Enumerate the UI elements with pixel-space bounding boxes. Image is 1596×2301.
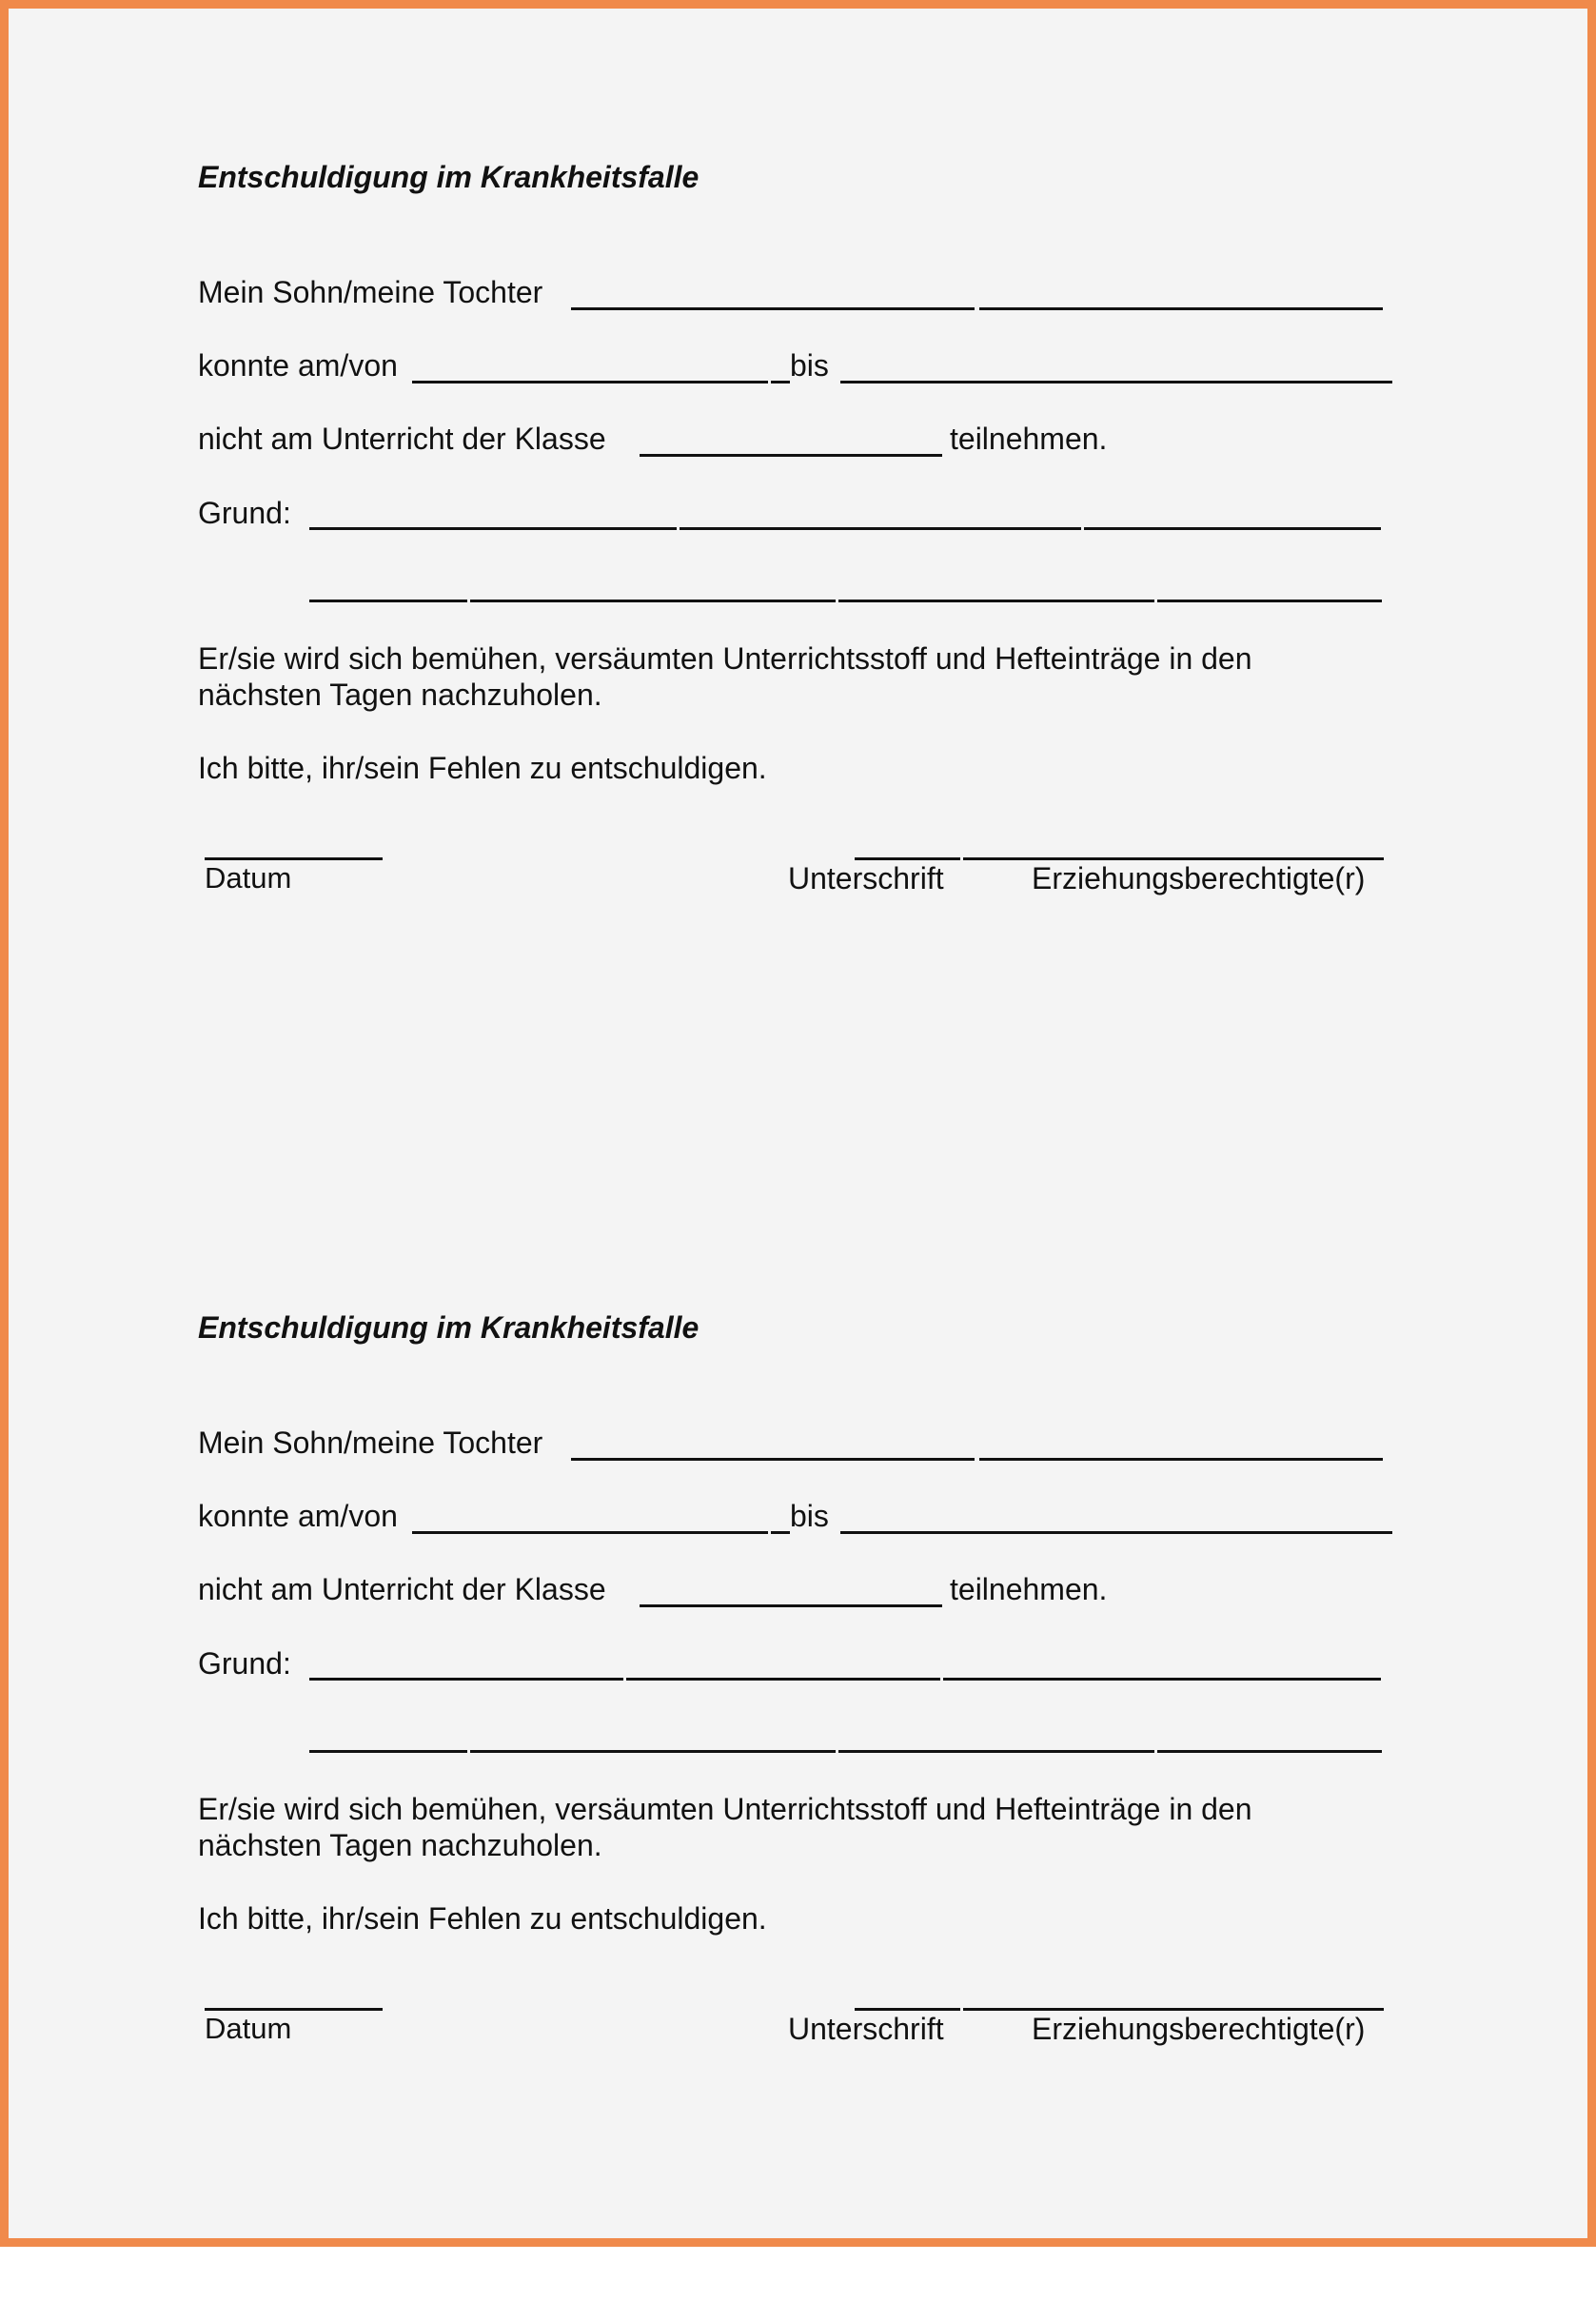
date-label: Datum: [205, 2012, 292, 2045]
from-date-label: konnte am/von: [198, 348, 398, 383]
child-name-line-1[interactable]: [571, 1458, 975, 1461]
participate-label: teilnehmen.: [950, 1572, 1108, 1606]
child-name-line-2[interactable]: [979, 1458, 1383, 1461]
reason-line-2c[interactable]: [838, 1750, 1154, 1753]
participate-label: teilnehmen.: [950, 422, 1108, 456]
until-date-line[interactable]: [840, 381, 1392, 384]
reason-line-2a[interactable]: [309, 1750, 467, 1753]
guardian-label: Erziehungsberechtigte(r): [1032, 861, 1366, 895]
from-date-line-end: [771, 381, 790, 384]
until-label: bis: [790, 1499, 829, 1533]
paragraph-line-2: nächsten Tagen nachzuholen.: [198, 678, 602, 712]
reason-line-1c[interactable]: [943, 1678, 1381, 1681]
reason-label: Grund:: [198, 496, 291, 530]
reason-line-1b[interactable]: [680, 527, 1081, 530]
paragraph-line-2: nächsten Tagen nachzuholen.: [198, 1828, 602, 1862]
date-label: Datum: [205, 861, 292, 895]
child-label: Mein Sohn/meine Tochter: [198, 1426, 543, 1460]
child-label: Mein Sohn/meine Tochter: [198, 275, 543, 309]
paragraph-line-1: Er/sie wird sich bemühen, versäumten Unterrichtsstoff und Hefteinträge in den: [198, 641, 1252, 676]
reason-line-1a[interactable]: [309, 1678, 623, 1681]
request-text: Ich bitte, ihr/sein Fehlen zu entschuldigen.: [198, 1901, 767, 1936]
reason-line-2a[interactable]: [309, 600, 467, 602]
reason-line-1b[interactable]: [626, 1678, 940, 1681]
reason-line-2c[interactable]: [838, 600, 1154, 602]
signature-label: Unterschrift: [788, 861, 944, 895]
child-name-line-2[interactable]: [979, 307, 1383, 310]
excuse-form-top: [9, 9, 1587, 1150]
class-label: nicht am Unterricht der Klasse: [198, 1572, 606, 1606]
guardian-label: Erziehungsberechtigte(r): [1032, 2012, 1366, 2046]
from-date-line[interactable]: [412, 381, 768, 384]
reason-line-1c[interactable]: [1084, 527, 1381, 530]
from-date-line-end: [771, 1531, 790, 1534]
excuse-form-bottom: [9, 1159, 1587, 2301]
form-title: Entschuldigung im Krankheitsfalle: [198, 160, 699, 194]
request-text: Ich bitte, ihr/sein Fehlen zu entschuldigen.: [198, 751, 767, 785]
reason-line-2d[interactable]: [1157, 1750, 1382, 1753]
reason-line-2b[interactable]: [470, 600, 836, 602]
class-label: nicht am Unterricht der Klasse: [198, 422, 606, 456]
form-title: Entschuldigung im Krankheitsfalle: [198, 1310, 699, 1345]
child-name-line-1[interactable]: [571, 307, 975, 310]
until-date-line[interactable]: [840, 1531, 1392, 1534]
reason-label: Grund:: [198, 1646, 291, 1681]
reason-line-1a[interactable]: [309, 527, 677, 530]
paragraph-line-1: Er/sie wird sich bemühen, versäumten Unterrichtsstoff und Hefteinträge in den: [198, 1792, 1252, 1826]
signature-label: Unterschrift: [788, 2012, 944, 2046]
class-line[interactable]: [640, 1604, 942, 1607]
from-date-line[interactable]: [412, 1531, 768, 1534]
until-label: bis: [790, 348, 829, 383]
reason-line-2b[interactable]: [470, 1750, 836, 1753]
reason-line-2d[interactable]: [1157, 600, 1382, 602]
class-line[interactable]: [640, 454, 942, 457]
from-date-label: konnte am/von: [198, 1499, 398, 1533]
